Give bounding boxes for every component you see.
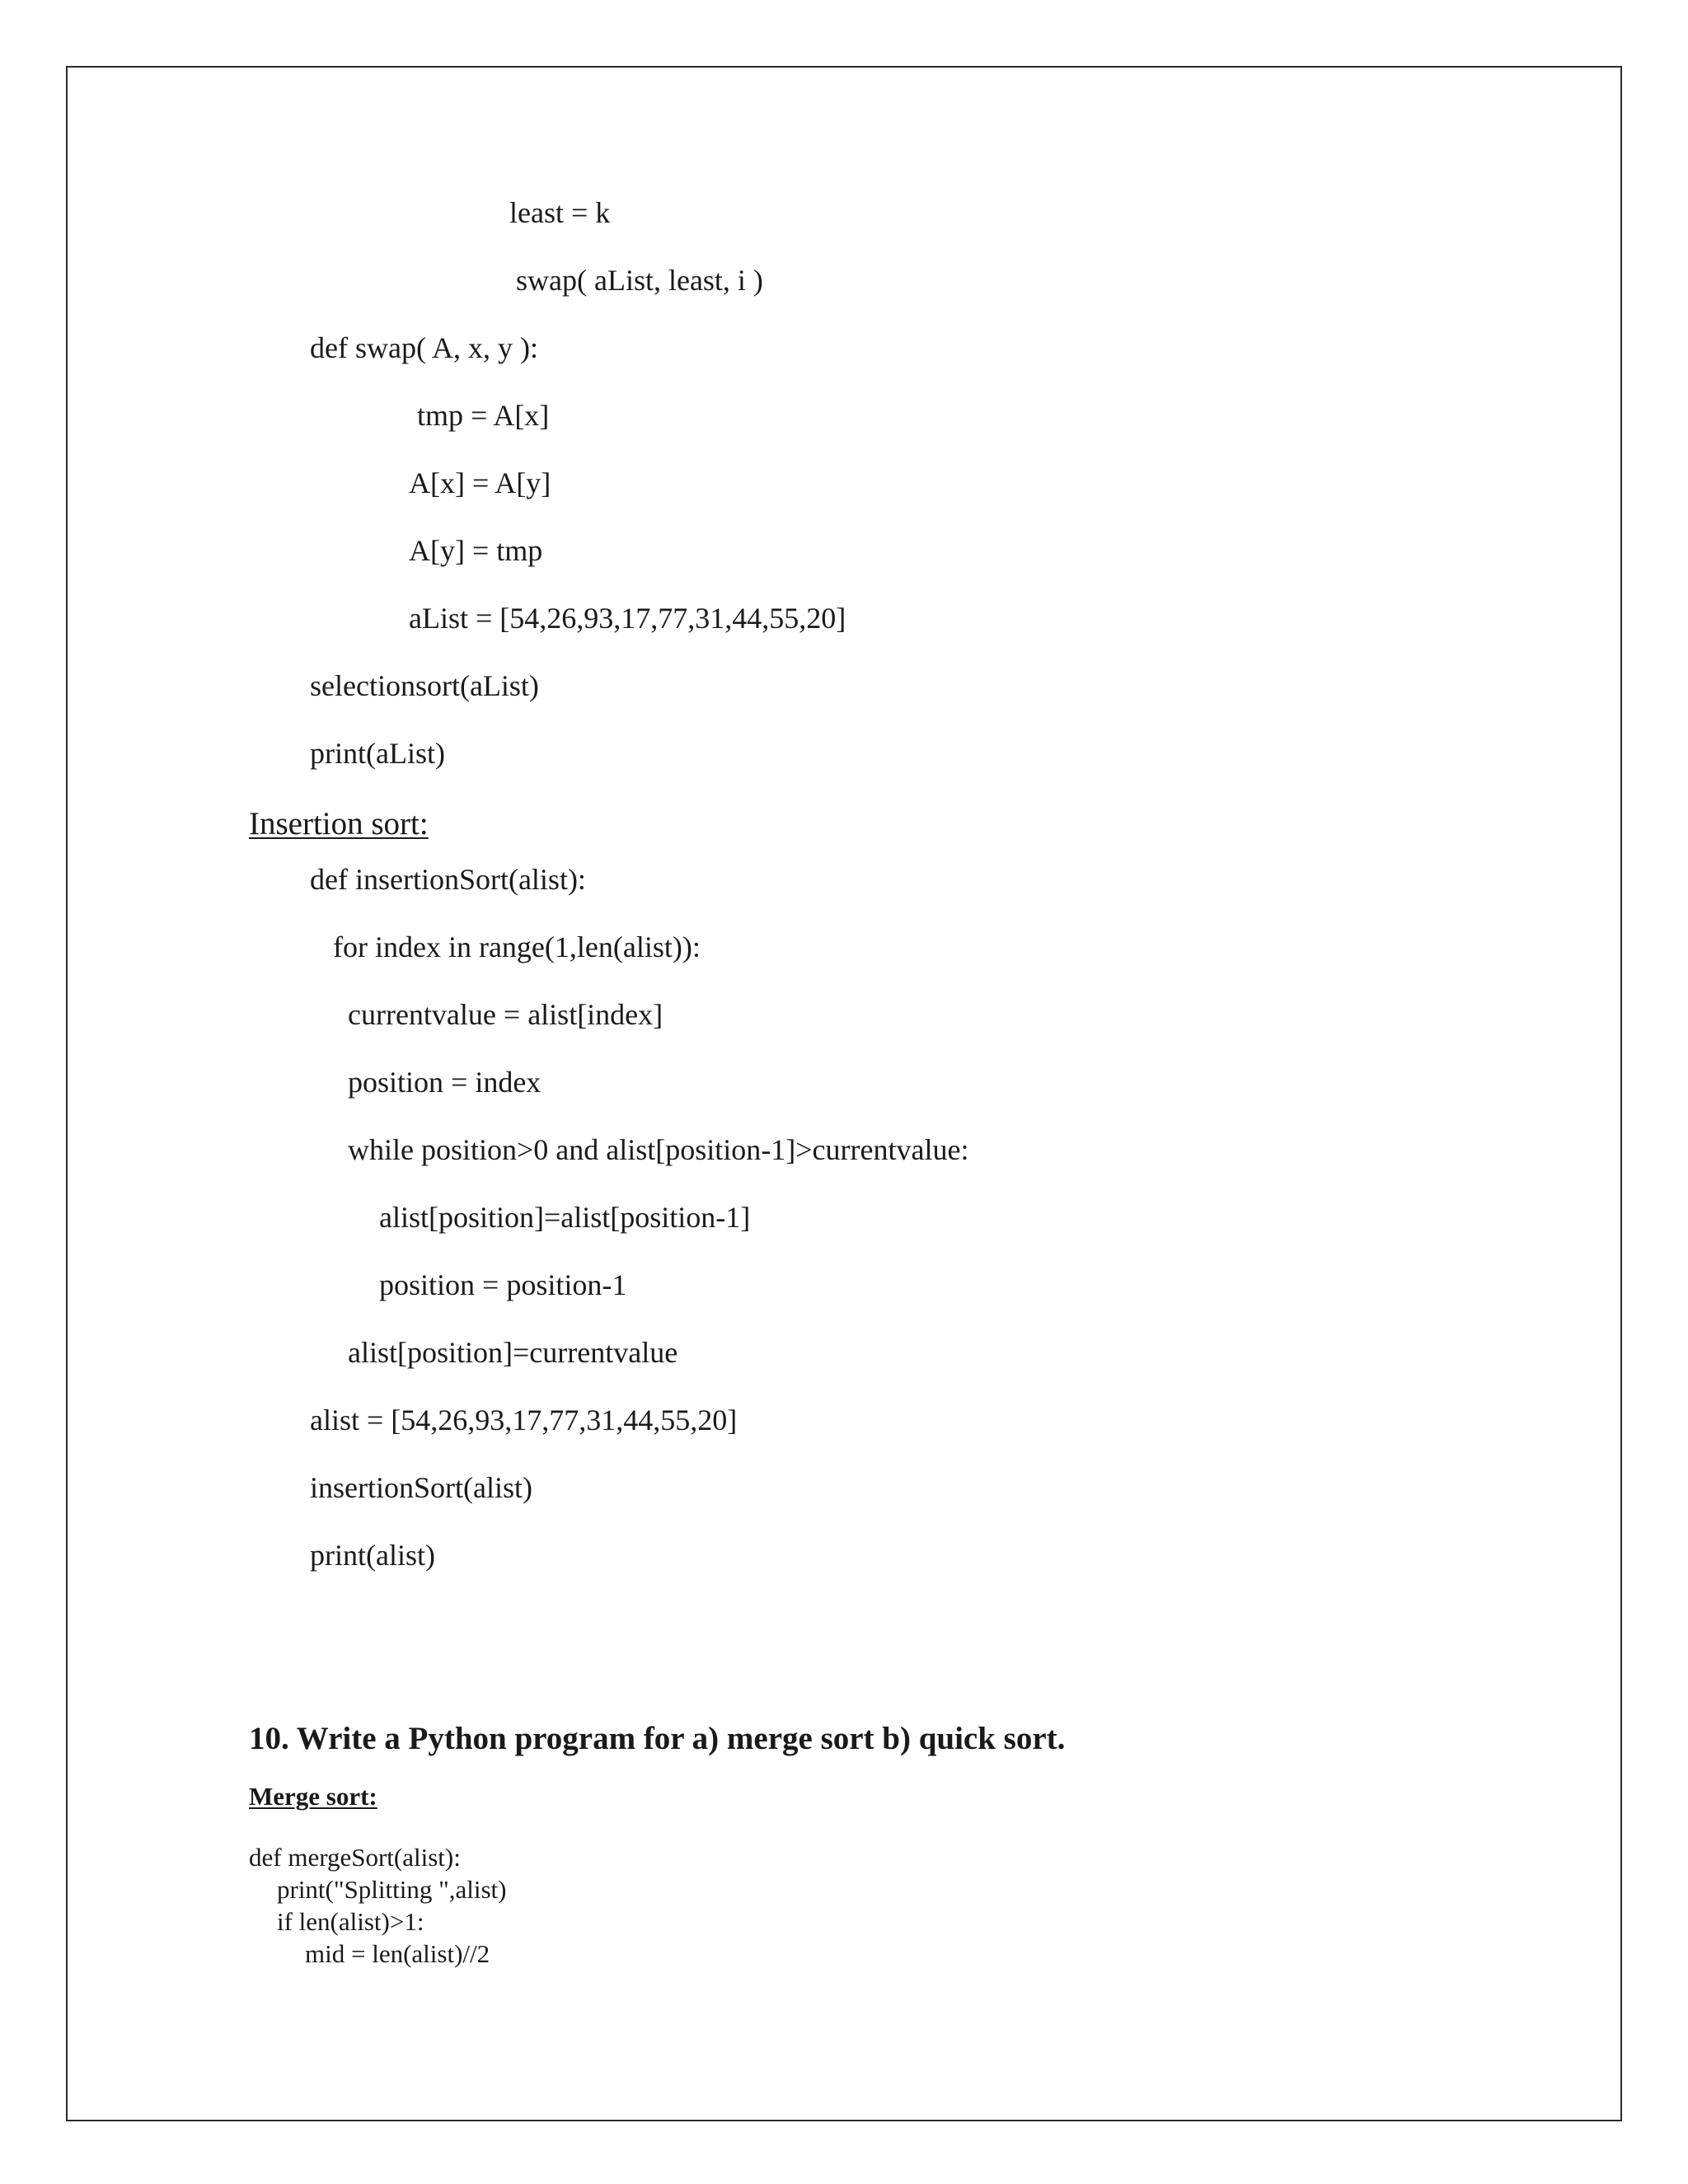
- code-line: A[x] = A[y]: [409, 466, 551, 499]
- code-line: if len(alist)>1:: [277, 1907, 424, 1936]
- code-line: def mergeSort(alist):: [249, 1843, 461, 1872]
- code-line: print(aList): [310, 737, 445, 770]
- code-line: swap( aList, least, i ): [516, 264, 763, 297]
- code-line: currentvalue = alist[index]: [348, 998, 663, 1031]
- code-line: position = position-1: [379, 1268, 627, 1301]
- code-line: mid = len(alist)//2: [305, 1939, 490, 1968]
- code-line: def insertionSort(alist):: [310, 863, 586, 896]
- code-line: aList = [54,26,93,17,77,31,44,55,20]: [409, 602, 846, 635]
- code-line: insertionSort(alist): [310, 1471, 532, 1504]
- code-line: print("Splitting ",alist): [277, 1875, 507, 1904]
- code-line: while position>0 and alist[position-1]>currentvalue:: [348, 1133, 969, 1166]
- code-line: alist = [54,26,93,17,77,31,44,55,20]: [310, 1404, 738, 1436]
- question-heading: 10. Write a Python program for a) merge sort b) quick sort.: [249, 1721, 1066, 1756]
- code-line: tmp = A[x]: [417, 399, 550, 432]
- code-line: position = index: [348, 1066, 542, 1099]
- code-line: for index in range(1,len(alist)):: [333, 930, 701, 963]
- code-line: A[y] = tmp: [409, 534, 543, 567]
- merge-sort-heading: Merge sort:: [249, 1782, 377, 1811]
- code-line: alist[position]=currentvalue: [348, 1336, 678, 1369]
- code-line: print(alist): [310, 1539, 435, 1572]
- code-line: def swap( A, x, y ):: [310, 331, 538, 364]
- code-line: least = k: [509, 196, 611, 229]
- code-line: selectionsort(aList): [310, 669, 539, 702]
- code-line: alist[position]=alist[position-1]: [379, 1201, 751, 1234]
- insertion-sort-heading: Insertion sort:: [249, 806, 429, 841]
